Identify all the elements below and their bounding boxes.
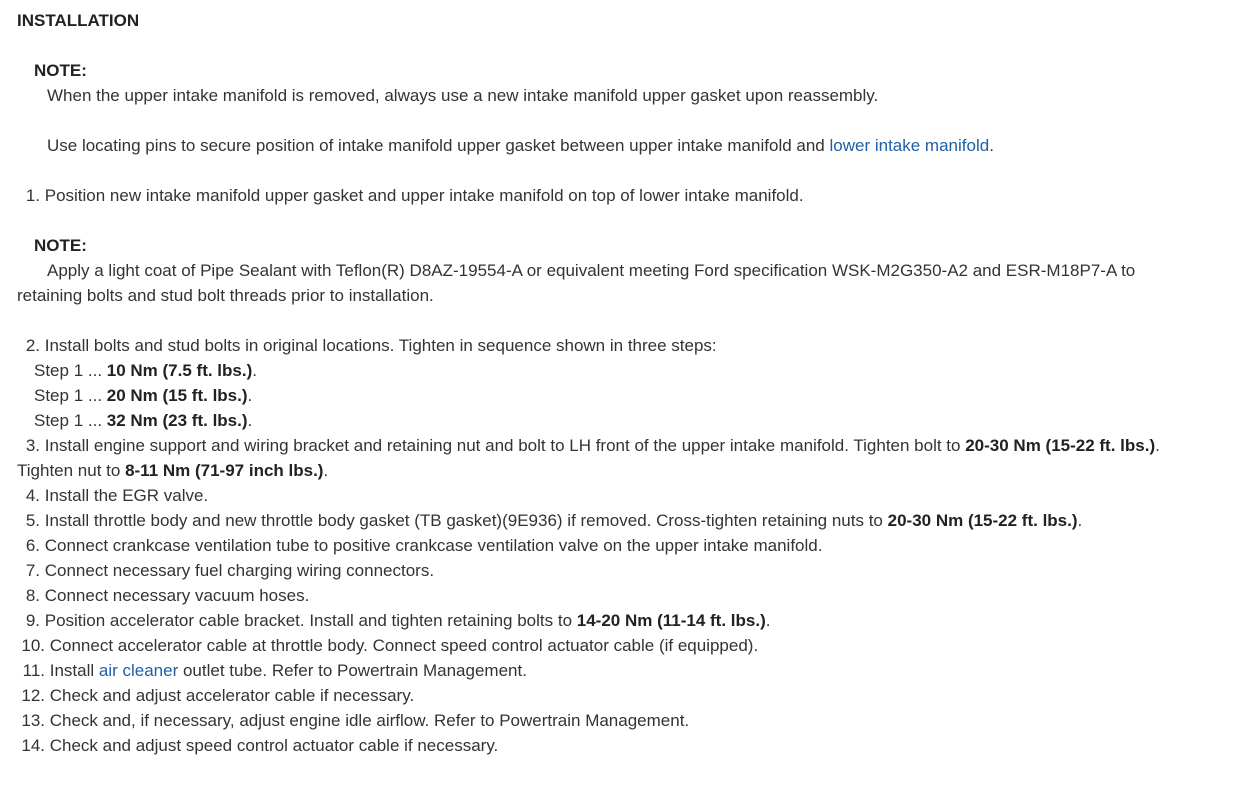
item-text: outlet tube. Refer to Powertrain Management. — [178, 661, 527, 680]
torque-spec: 20 Nm (15 ft. lbs.) — [106, 386, 248, 405]
list-item — [17, 583, 1237, 608]
torque-spec: 10 Nm (7.5 ft. lbs.) — [106, 361, 253, 380]
spacer — [17, 33, 1237, 58]
list-item — [17, 633, 1237, 658]
spacer — [17, 158, 1237, 183]
note-text-2: Use locating pins to secure position of intake manifold upper gasket between upper intake manifold and — [47, 136, 830, 155]
item-text: Install engine support and wiring bracket and retaining nut and bolt to LH front of the upper intake manifold. Tighten bolt to — [44, 436, 966, 455]
list-item — [17, 558, 1237, 583]
step-label: Step 1 ... — [34, 386, 107, 405]
air-cleaner-link[interactable]: air cleaner — [98, 661, 179, 680]
item-text: Connect necessary vacuum hoses. — [44, 586, 310, 605]
item-number: 10. — [21, 636, 45, 655]
list-item — [17, 483, 1237, 508]
item-number: 6. — [25, 536, 40, 555]
item-end: . — [1077, 511, 1083, 530]
note-text-continued: retaining bolts and stud bolt threads prior to installation. — [17, 286, 434, 305]
torque-spec: 8-11 Nm (71-97 inch lbs.) — [125, 461, 324, 480]
item-number: 11. — [22, 661, 45, 680]
item-number: 14. — [21, 736, 45, 755]
torque-spec: 14-20 Nm (11-14 ft. lbs.) — [576, 611, 766, 630]
torque-spec: 32 Nm (23 ft. lbs.) — [106, 411, 248, 430]
torque-step — [17, 383, 1237, 408]
list-item — [17, 508, 1237, 533]
item-number: 2. — [25, 336, 40, 355]
item-number: 3. — [25, 436, 40, 455]
item-text: Install the EGR valve. — [44, 486, 209, 505]
note-label: NOTE: — [34, 236, 87, 255]
item-text: Install — [49, 661, 99, 680]
item-number: 9. — [25, 611, 40, 630]
item-text: Check and, if necessary, adjust engine idle airflow. Refer to Powertrain Management. — [49, 711, 690, 730]
spacer — [17, 308, 1237, 333]
note-text-1: When the upper intake manifold is removed, always use a new intake manifold upper gasket upon reassembly. — [47, 86, 879, 105]
list-item — [17, 608, 1237, 633]
torque-spec: 20-30 Nm (15-22 ft. lbs.) — [965, 436, 1156, 455]
item-number: 12. — [21, 686, 45, 705]
item-end: . — [1155, 436, 1160, 455]
list-item — [17, 733, 1237, 758]
list-item — [17, 333, 1237, 358]
torque-step — [17, 408, 1237, 433]
item-number: 13. — [21, 711, 45, 730]
spacer — [17, 108, 1237, 133]
torque-step — [17, 358, 1237, 383]
note-label: NOTE: — [34, 61, 87, 80]
step-label: Step 1 ... — [34, 411, 107, 430]
item-text: Connect necessary fuel charging wiring connectors. — [44, 561, 435, 580]
list-item — [17, 433, 1237, 458]
note-text-2-end: . — [989, 136, 994, 155]
item-text: Install throttle body and new throttle body gasket (TB gasket)(9E936) if removed. Cross-tighten retaining nuts to — [44, 511, 888, 530]
list-item — [17, 683, 1237, 708]
item-number: 1. — [25, 186, 40, 205]
item-number: 4. — [25, 486, 40, 505]
item-number: 5. — [25, 511, 40, 530]
item-number: 7. — [25, 561, 40, 580]
list-item — [17, 708, 1237, 733]
list-item-continued — [17, 458, 1237, 483]
note-text — [17, 83, 1237, 108]
step-end: . — [247, 386, 253, 405]
item-text: Position accelerator cable bracket. Install and tighten retaining bolts to — [44, 611, 577, 630]
item-text: Install bolts and stud bolts in original locations. Tighten in sequence shown in three steps: — [44, 336, 717, 355]
list-item — [17, 533, 1237, 558]
item-number: 8. — [25, 586, 40, 605]
list-item — [17, 183, 1237, 208]
item-text: Check and adjust accelerator cable if necessary. — [49, 686, 415, 705]
note-text — [17, 133, 1237, 158]
item-text: Tighten nut to — [17, 461, 126, 480]
item-end: . — [765, 611, 771, 630]
spacer — [17, 208, 1237, 233]
item-text: Check and adjust speed control actuator cable if necessary. — [49, 736, 499, 755]
item-text: Connect crankcase ventilation tube to positive crankcase ventilation valve on the upper intake manifold. — [44, 536, 823, 555]
step-label: Step 1 ... — [34, 361, 107, 380]
item-text: Position new intake manifold upper gasket and upper intake manifold on top of lower intake manifold. — [44, 186, 804, 205]
item-end: . — [323, 461, 329, 480]
lower-intake-manifold-link[interactable]: lower intake manifold — [829, 136, 990, 155]
step-end: . — [252, 361, 257, 380]
item-text: Connect accelerator cable at throttle body. Connect speed control actuator cable (if equipped). — [49, 636, 759, 655]
note-text: Apply a light coat of Pipe Sealant with Teflon(R) D8AZ-19554-A or equivalent meeting Ford specification WSK-M2G350-A2 and ESR-M18P7-A to — [47, 261, 1136, 280]
step-end: . — [247, 411, 253, 430]
section-heading: INSTALLATION — [17, 11, 140, 30]
installation-document — [17, 8, 1237, 758]
list-item — [17, 658, 1237, 683]
torque-spec: 20-30 Nm (15-22 ft. lbs.) — [887, 511, 1078, 530]
